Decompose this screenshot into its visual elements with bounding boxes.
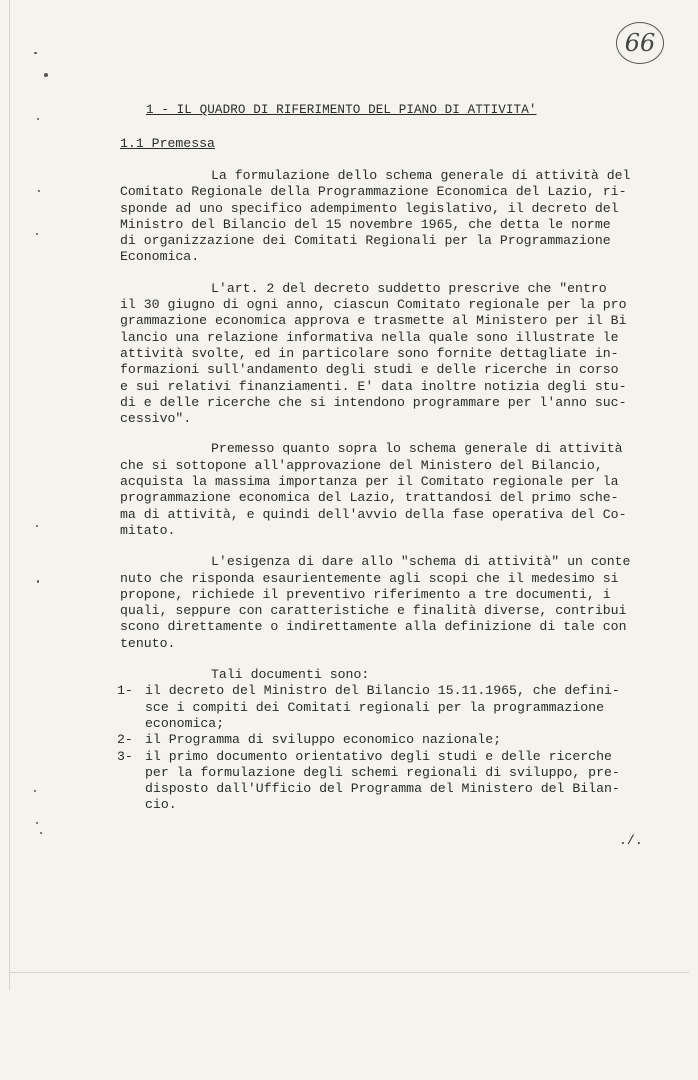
text-line: il Programma di sviluppo economico nazionale; xyxy=(145,732,502,748)
scan-speck xyxy=(36,822,38,824)
page-bottom-rule xyxy=(9,972,689,973)
paragraph xyxy=(120,168,660,266)
text-line: per la formulazione degli schemi regionali di sviluppo, pre- xyxy=(145,764,620,780)
scan-speck xyxy=(44,73,48,77)
list-item-number: 2- xyxy=(117,732,133,748)
scan-speck xyxy=(34,52,37,54)
chapter-title: 1 - IL QUADRO DI RIFERIMENTO DEL PIANO DI ATTIVITA' xyxy=(146,103,537,117)
text-line: attività svolte, ed in particolare sono fornite dettagliate in- xyxy=(120,345,619,361)
text-line: di e delle ricerche che si intendono programmare per l'anno suc- xyxy=(120,394,627,410)
text-line: e sui relativi finanziamenti. E' data inoltre notizia degli stu- xyxy=(120,378,627,394)
text-line: disposto dall'Ufficio del Programma del Ministero del Bilan- xyxy=(145,781,620,797)
scan-speck xyxy=(37,118,39,120)
text-line: lancio una relazione informativa nella quale sono illustrate le xyxy=(120,329,619,345)
paragraph xyxy=(120,281,660,428)
text-line: il 30 giugno di ogni anno, ciascun Comitato regionale per la pro xyxy=(120,297,627,313)
text-line: Tali documenti sono: xyxy=(211,667,370,683)
text-line: che si sottopone all'approvazione del Ministero del Bilancio, xyxy=(120,457,603,473)
list-item xyxy=(117,732,660,748)
text-line: La formulazione dello schema generale di attività del xyxy=(211,168,631,183)
text-line: grammazione economica approva e trasmette al Ministero per il Bi xyxy=(120,313,627,329)
text-line: cessivo". xyxy=(120,411,192,427)
text-line: formazioni sull'andamento degli studi e delle ricerche in corso xyxy=(120,362,619,378)
documents-list xyxy=(117,683,660,813)
text-line: cio. xyxy=(145,797,177,813)
paragraph xyxy=(120,554,660,652)
scan-speck xyxy=(36,525,38,527)
text-line: nuto che risponda esaurientemente agli scopi che il medesimo si xyxy=(120,570,619,586)
scan-speck xyxy=(34,790,36,792)
list-item xyxy=(117,683,660,732)
body-text xyxy=(117,168,660,814)
list-item-number: 3- xyxy=(117,748,133,764)
text-line: Comitato Regionale della Programmazione Economica del Lazio, ri- xyxy=(120,184,627,200)
text-line: Premesso quanto sopra lo schema generale di attività xyxy=(211,441,623,457)
scan-speck xyxy=(38,190,40,192)
text-line: quali, seppure con caratteristiche e finalità diverse, contribui xyxy=(120,603,627,619)
text-line: programmazione economica del Lazio, trattandosi del primo sche- xyxy=(120,490,619,506)
text-line: Economica. xyxy=(120,249,200,265)
list-item-number: 1- xyxy=(117,683,133,699)
text-line: sce i compiti dei Comitati regionali per la programmazione xyxy=(145,699,604,715)
list-item xyxy=(117,748,660,814)
continuation-mark: ./. xyxy=(619,833,643,848)
text-line: tenuto. xyxy=(120,635,176,651)
text-line: propone, richiede il preventivo riferimento a tre documenti, i xyxy=(120,586,611,602)
text-line: scono direttamente o indirettamente alla definizione di tale con xyxy=(120,619,627,635)
binding-margin-line xyxy=(9,0,10,990)
scan-speck xyxy=(40,832,42,834)
page-number: 66 xyxy=(616,22,664,64)
text-line: mitato. xyxy=(120,522,176,538)
documents-intro xyxy=(120,667,660,683)
paragraph xyxy=(120,441,660,539)
section-heading: 1.1 Premessa xyxy=(120,136,215,151)
text-line: economica; xyxy=(145,715,225,731)
text-line: L'art. 2 del decreto suddetto prescrive che "entro xyxy=(211,280,607,296)
text-line: acquista la massima importanza per il Comitato regionale per la xyxy=(120,474,619,490)
text-line: di organizzazione dei Comitati Regionali per la Programmazione xyxy=(120,233,611,249)
text-line: Ministro del Bilancio del 15 novembre 1965, che detta le norme xyxy=(120,216,611,232)
text-line: sponde ad uno specifico adempimento legislativo, il decreto del xyxy=(120,200,619,216)
text-line: L'esigenza di dare allo "schema di attività" un conte xyxy=(211,554,631,570)
text-line: il decreto del Ministro del Bilancio 15.11.1965, che defini- xyxy=(145,683,620,699)
text-line: il primo documento orientativo degli studi e delle ricerche xyxy=(145,748,612,764)
text-line: ma di attività, e quindi dell'avvio della fase operativa del Co- xyxy=(120,506,627,522)
scan-speck xyxy=(37,580,39,583)
scan-speck xyxy=(36,233,38,235)
